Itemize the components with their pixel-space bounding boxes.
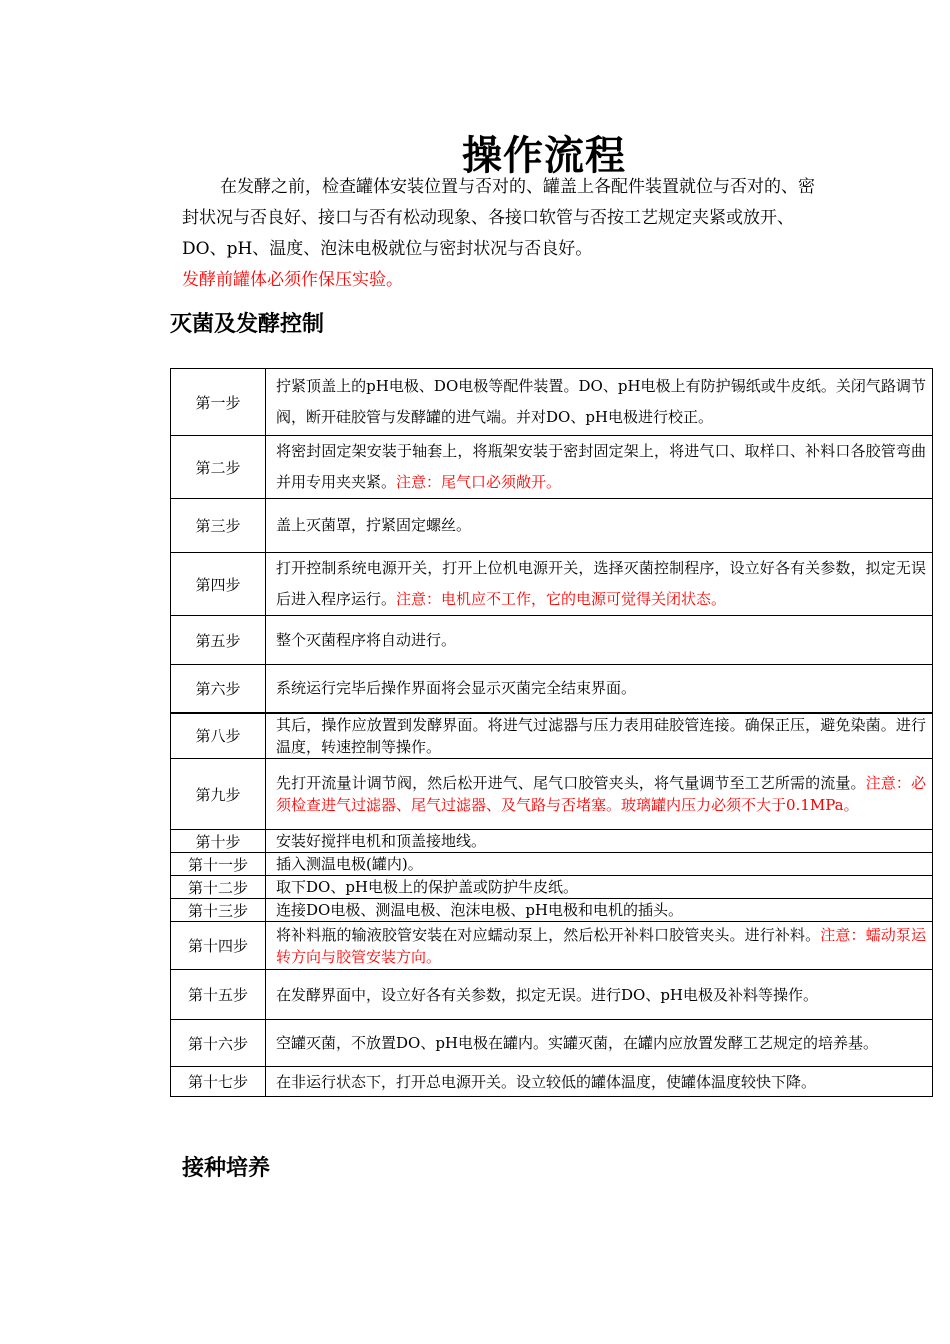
table-row (171, 1067, 933, 1097)
table-row (171, 713, 933, 759)
step-text: 拧紧顶盖上的pH电极、DO电极等配件装置。DO、pH电极上有防护锡纸或牛皮纸。关闭气路调节阀，断开硅胶管与发酵罐的进气端。并对DO、pH电极进行校正。 (266, 369, 933, 436)
page-title: 操作流程 (462, 132, 626, 179)
table-row (171, 369, 933, 436)
step-label: 第二步 (171, 436, 266, 499)
step-text: 在非运行状态下，打开总电源开关。设立较低的罐体温度，使罐体温度较快下降。 (266, 1067, 933, 1097)
step-label: 第八步 (171, 713, 266, 759)
step-text: 在发酵界面中，设立好各有关参数，拟定无误。进行DO、pH电极及补料等操作。 (266, 970, 933, 1020)
step-label: 第十四步 (171, 922, 266, 970)
step-label: 第十步 (171, 830, 266, 853)
table-row (171, 665, 933, 713)
step-label: 第五步 (171, 616, 266, 665)
step-label: 第十七步 (171, 1067, 266, 1097)
table-row (171, 1020, 933, 1067)
step-warning: 注意：电机应不工作，它的电源可觉得关闭状态。 (396, 590, 727, 608)
section-heading-sterilization: 灭菌及发酵控制 (170, 311, 325, 337)
step-warning: 注意：必须检查进气过滤器、尾气过滤器、及气路与否堵塞。玻璃罐内压力必须不大于0.1MPa。 (276, 774, 926, 814)
table-row (171, 499, 933, 553)
step-text: 将补料瓶的输液胶管安装在对应蠕动泵上，然后松开补料口胶管夹头。进行补料。注意：蠕动泵运转方向与胶管安装方向。 (266, 922, 933, 970)
step-text: 系统运行完毕后操作界面将会显示灭菌完全结束界面。 (266, 665, 933, 713)
step-text: 打开控制系统电源开关，打开上位机电源开关，选择灭菌控制程序，设立好各有关参数，拟定无误后进入程序运行。注意：电机应不工作，它的电源可觉得关闭状态。 (266, 553, 933, 616)
table-row (171, 436, 933, 499)
step-text: 将密封固定架安装于轴套上，将瓶架安装于密封固定架上，将进气口、取样口、补料口各胶管弯曲并用专用夹夹紧。注意：尾气口必须敞开。 (266, 436, 933, 499)
step-text: 整个灭菌程序将自动进行。 (266, 616, 933, 665)
step-label: 第九步 (171, 759, 266, 830)
step-text: 先打开流量计调节阀，然后松开进气、尾气口胶管夹头，将气量调节至工艺所需的流量。注意：必须检查进气过滤器、尾气过滤器、及气路与否堵塞。玻璃罐内压力必须不大于0.1MPa。 (266, 759, 933, 830)
section-heading-inoculation: 接种培养 (182, 1155, 271, 1181)
step-text: 空罐灭菌，不放置DO、pH电极在罐内。实罐灭菌，在罐内应放置发酵工艺规定的培养基。 (266, 1020, 933, 1067)
step-text: 插入测温电极(罐内)。 (266, 853, 933, 876)
step-text: 连接DO电极、测温电极、泡沫电极、pH电极和电机的插头。 (266, 899, 933, 922)
table-row (171, 759, 933, 830)
table-row (171, 876, 933, 899)
step-text: 取下DO、pH电极上的保护盖或防护牛皮纸。 (266, 876, 933, 899)
step-label: 第三步 (171, 499, 266, 553)
intro-block (182, 172, 822, 296)
table-row (171, 922, 933, 970)
step-label: 第十三步 (171, 899, 266, 922)
step-label: 第十五步 (171, 970, 266, 1020)
table-row (171, 830, 933, 853)
step-text: 其后，操作应放置到发酵界面。将进气过滤器与压力表用硅胶管连接。确保正压，避免染菌。进行温度，转速控制等操作。 (266, 713, 933, 759)
intro-warning: 发酵前罐体必须作保压实验。 (182, 270, 403, 290)
steps-table (170, 368, 933, 1097)
step-label: 第十一步 (171, 853, 266, 876)
step-label: 第十二步 (171, 876, 266, 899)
table-row (171, 553, 933, 616)
step-label: 第四步 (171, 553, 266, 616)
step-text: 安装好搅拌电机和顶盖接地线。 (266, 830, 933, 853)
table-row (171, 970, 933, 1020)
step-warning: 注意：尾气口必须敞开。 (396, 473, 562, 491)
step-label: 第十六步 (171, 1020, 266, 1067)
table-row (171, 616, 933, 665)
step-text: 盖上灭菌罩，拧紧固定螺丝。 (266, 499, 933, 553)
step-label: 第六步 (171, 665, 266, 713)
step-label: 第一步 (171, 369, 266, 436)
step-warning: 注意：蠕动泵运转方向与胶管安装方向。 (276, 925, 926, 966)
table-row (171, 899, 933, 922)
intro-paragraph: 在发酵之前，检查罐体安装位置与否对的、罐盖上各配件装置就位与否对的、密封状况与否良好、接口与否有松动现象、各接口软管与否按工艺规定夹紧或放开、DO、pH、温度、泡沫电极就位与密封状况与否良好。 (182, 177, 815, 259)
table-row (171, 853, 933, 876)
